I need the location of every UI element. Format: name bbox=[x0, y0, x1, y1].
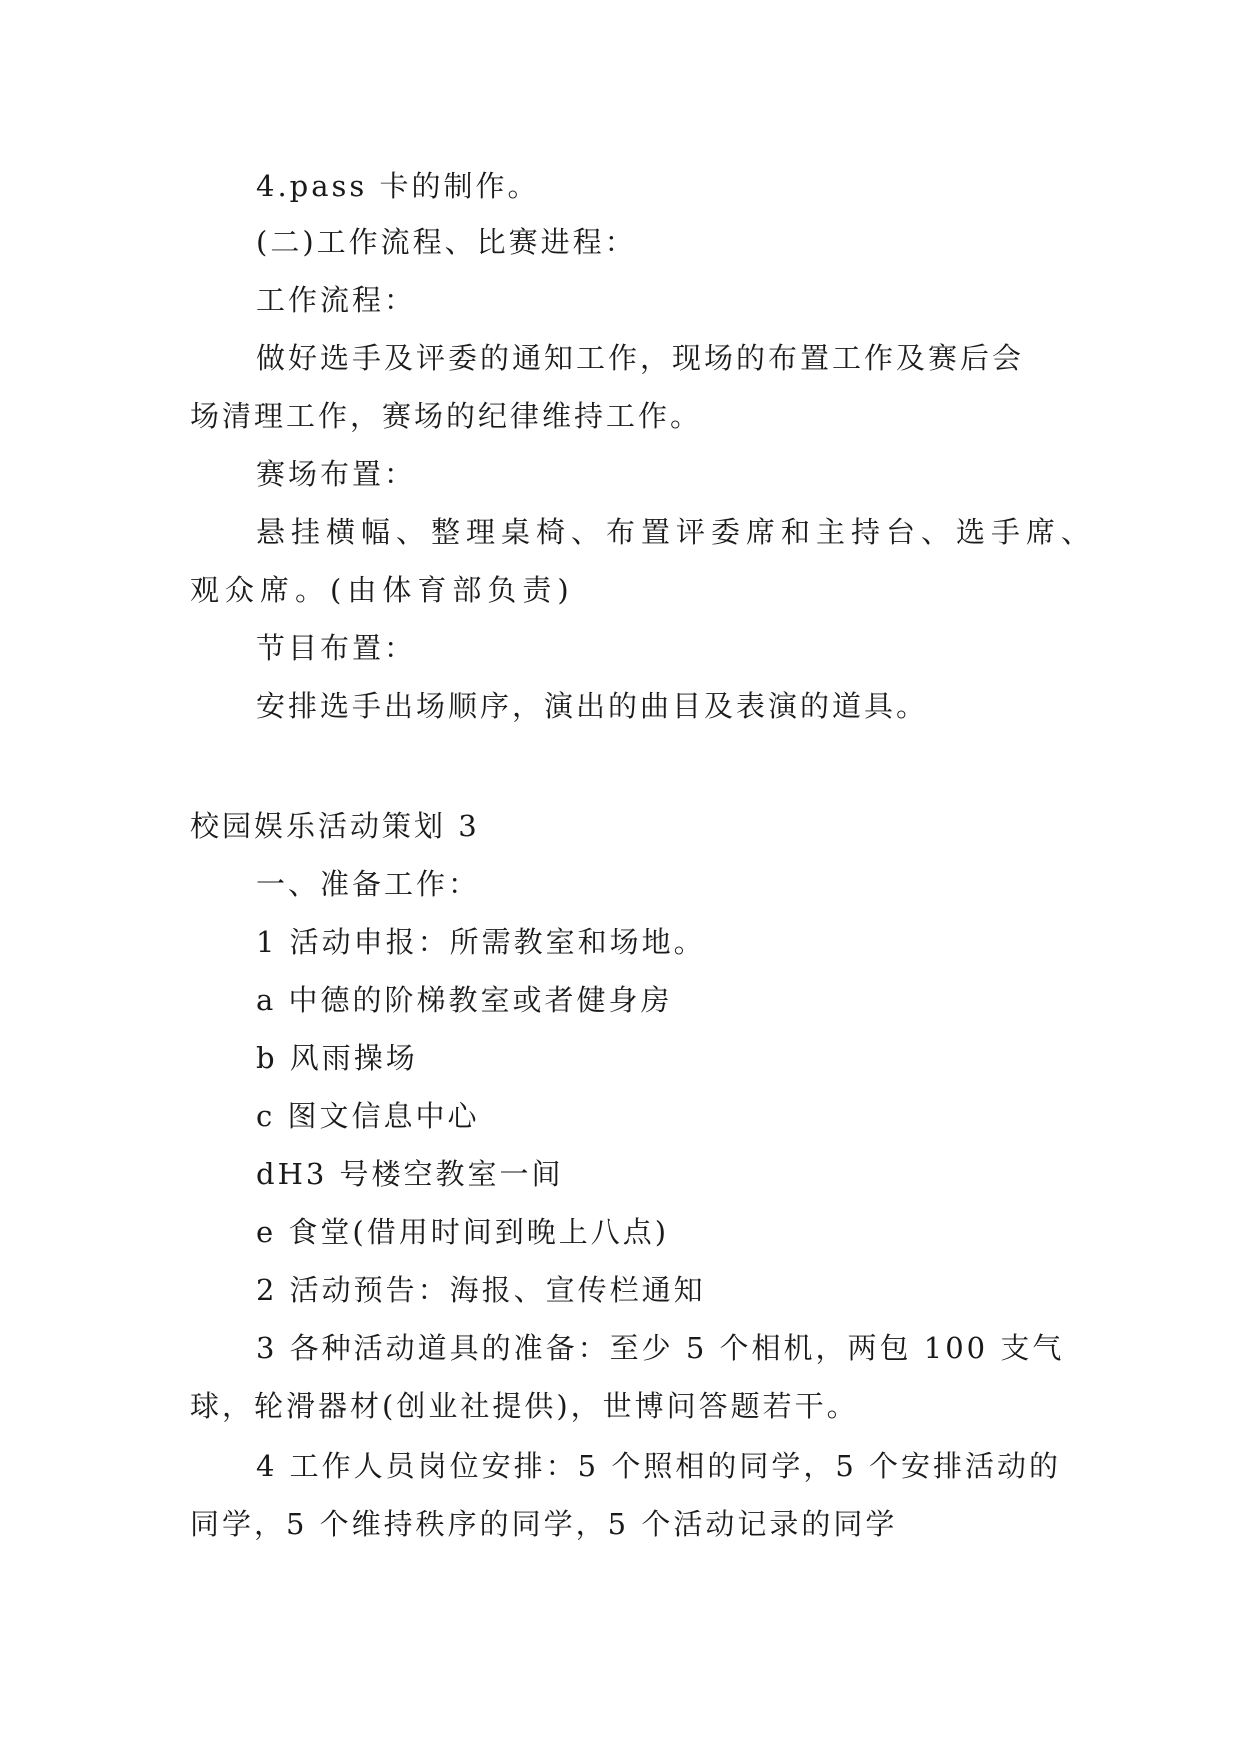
paragraph-line: 观众席。(由体育部负责) bbox=[190, 573, 575, 607]
list-item: 2 活动预告：海报、宣传栏通知 bbox=[256, 1273, 706, 1307]
list-item: 1 活动申报：所需教室和场地。 bbox=[256, 925, 706, 959]
list-item: a 中德的阶梯教室或者健身房 bbox=[256, 983, 673, 1017]
subheading: 工作流程： bbox=[256, 283, 417, 317]
list-item: c 图文信息中心 bbox=[256, 1099, 480, 1133]
subheading: 赛场布置： bbox=[256, 457, 417, 491]
paragraph-line: 同学，5 个维持秩序的同学，5 个活动记录的同学 bbox=[190, 1507, 898, 1541]
list-item: 4 工作人员岗位安排：5 个照相的同学，5 个安排活动的 bbox=[256, 1449, 1062, 1483]
list-item: b 风雨操场 bbox=[256, 1041, 418, 1075]
paragraph-line: 球，轮滑器材(创业社提供)，世博问答题若干。 bbox=[190, 1389, 859, 1423]
list-item: 3 各种活动道具的准备：至少 5 个相机，两包 100 支气 bbox=[256, 1331, 1065, 1365]
section-heading: (二)工作流程、比赛进程： bbox=[256, 225, 637, 259]
section-title: 校园娱乐活动策划 3 bbox=[190, 809, 480, 843]
list-item: e 食堂(借用时间到晚上八点) bbox=[256, 1215, 670, 1249]
section-heading: 一、准备工作： bbox=[256, 867, 481, 901]
paragraph-line: 安排选手出场顺序，演出的曲目及表演的道具。 bbox=[256, 689, 929, 723]
paragraph-line: 场清理工作，赛场的纪律维持工作。 bbox=[190, 399, 703, 433]
paragraph-line: 悬挂横幅、整理桌椅、布置评委席和主持台、选手席、 bbox=[256, 515, 1097, 549]
subheading: 节目布置： bbox=[256, 631, 417, 665]
list-item: dH3 号楼空教室一间 bbox=[256, 1157, 564, 1191]
text-line: 4.pass 卡的制作。 bbox=[256, 169, 540, 203]
paragraph-line: 做好选手及评委的通知工作，现场的布置工作及赛后会 bbox=[256, 341, 1025, 375]
